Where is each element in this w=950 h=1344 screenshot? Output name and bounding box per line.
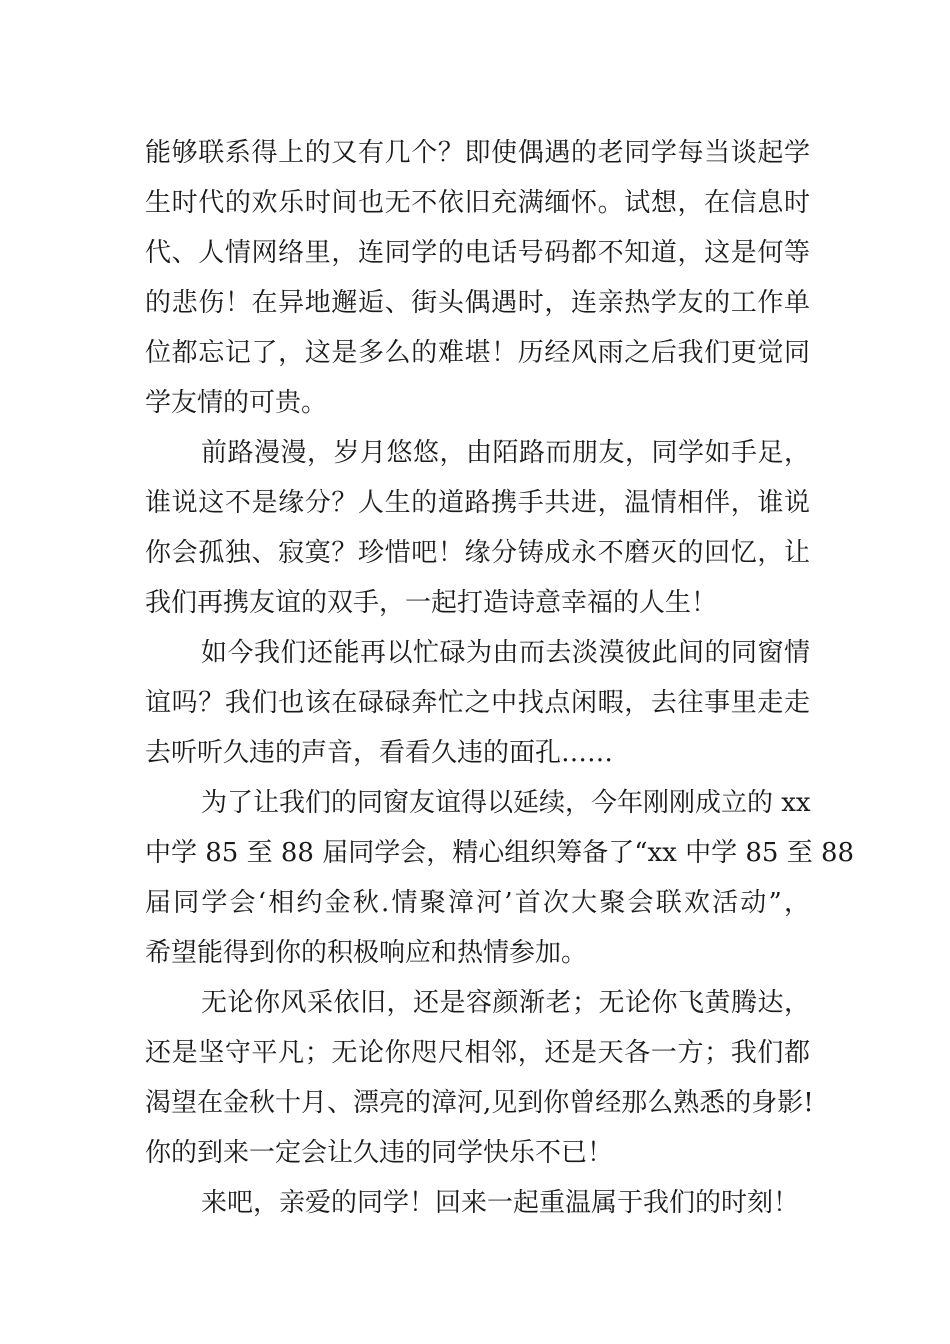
text-line: 希望能得到你的积极响应和热情参加。 xyxy=(145,938,588,968)
text-line: 为了让我们的同窗友谊得以延续，今年刚刚成立的 xx xyxy=(201,788,811,818)
text-line: 去听听久违的声音，看看久违的面孔…… xyxy=(145,738,614,768)
text-line: 届同学会‘相约金秋.情聚漳河’首次大聚会联欢活动”， xyxy=(145,888,810,918)
text-line: 的悲伤！在异地邂逅、街头偶遇时，连亲热学友的工作单 xyxy=(145,288,810,318)
text-line: 我们再携友谊的双手，一起打造诗意幸福的人生！ xyxy=(145,588,718,618)
text-line: 还是坚守平凡；无论你咫尺相邻，还是天各一方；我们都 xyxy=(145,1038,810,1068)
text-line: 学友情的可贵。 xyxy=(145,388,328,418)
text-line: 能够联系得上的又有几个？即使偶遇的老同学每当谈起学 xyxy=(145,138,810,168)
text-line: 来吧，亲爱的同学！回来一起重温属于我们的时刻！ xyxy=(201,1188,800,1218)
text-line: 谊吗？我们也该在碌碌奔忙之中找点闲暇，去往事里走走 xyxy=(145,688,810,718)
text-line: 生时代的欢乐时间也无不依旧充满缅怀。试想，在信息时 xyxy=(145,188,810,218)
paragraph-4 xyxy=(145,778,855,978)
text-line: 你会孤独、寂寞？珍惜吧！缘分铸成永不磨灭的回忆，让 xyxy=(145,538,810,568)
text-line: 渴望在金秋十月、漂亮的漳河,见到你曾经那么熟悉的身影! xyxy=(145,1088,814,1118)
text-line: 中学 85 至 88 届同学会，精心组织筹备了“xx 中学 85 至 88 xyxy=(145,838,855,868)
text-line: 代、人情网络里，连同学的电话号码都不知道，这是何等 xyxy=(145,238,810,268)
paragraph-5 xyxy=(145,978,814,1178)
paragraph-6 xyxy=(145,1178,810,1228)
paragraph-2 xyxy=(145,428,810,628)
text-line: 位都忘记了，这是多么的难堪！历经风雨之后我们更觉同 xyxy=(145,338,810,368)
paragraph-3 xyxy=(145,628,810,778)
text-line: 你的到来一定会让久违的同学快乐不已！ xyxy=(145,1138,614,1168)
text-line: 谁说这不是缘分？人生的道路携手共进，温情相伴，谁说 xyxy=(145,488,810,518)
paragraph-1 xyxy=(145,128,810,428)
text-line: 无论你风采依旧，还是容颜渐老；无论你飞黄腾达， xyxy=(201,988,810,1018)
text-line: 如今我们还能再以忙碌为由而去淡漠彼此间的同窗情 xyxy=(201,638,810,668)
document-body xyxy=(145,128,855,1228)
text-line: 前路漫漫，岁月悠悠，由陌路而朋友，同学如手足， xyxy=(201,438,810,468)
